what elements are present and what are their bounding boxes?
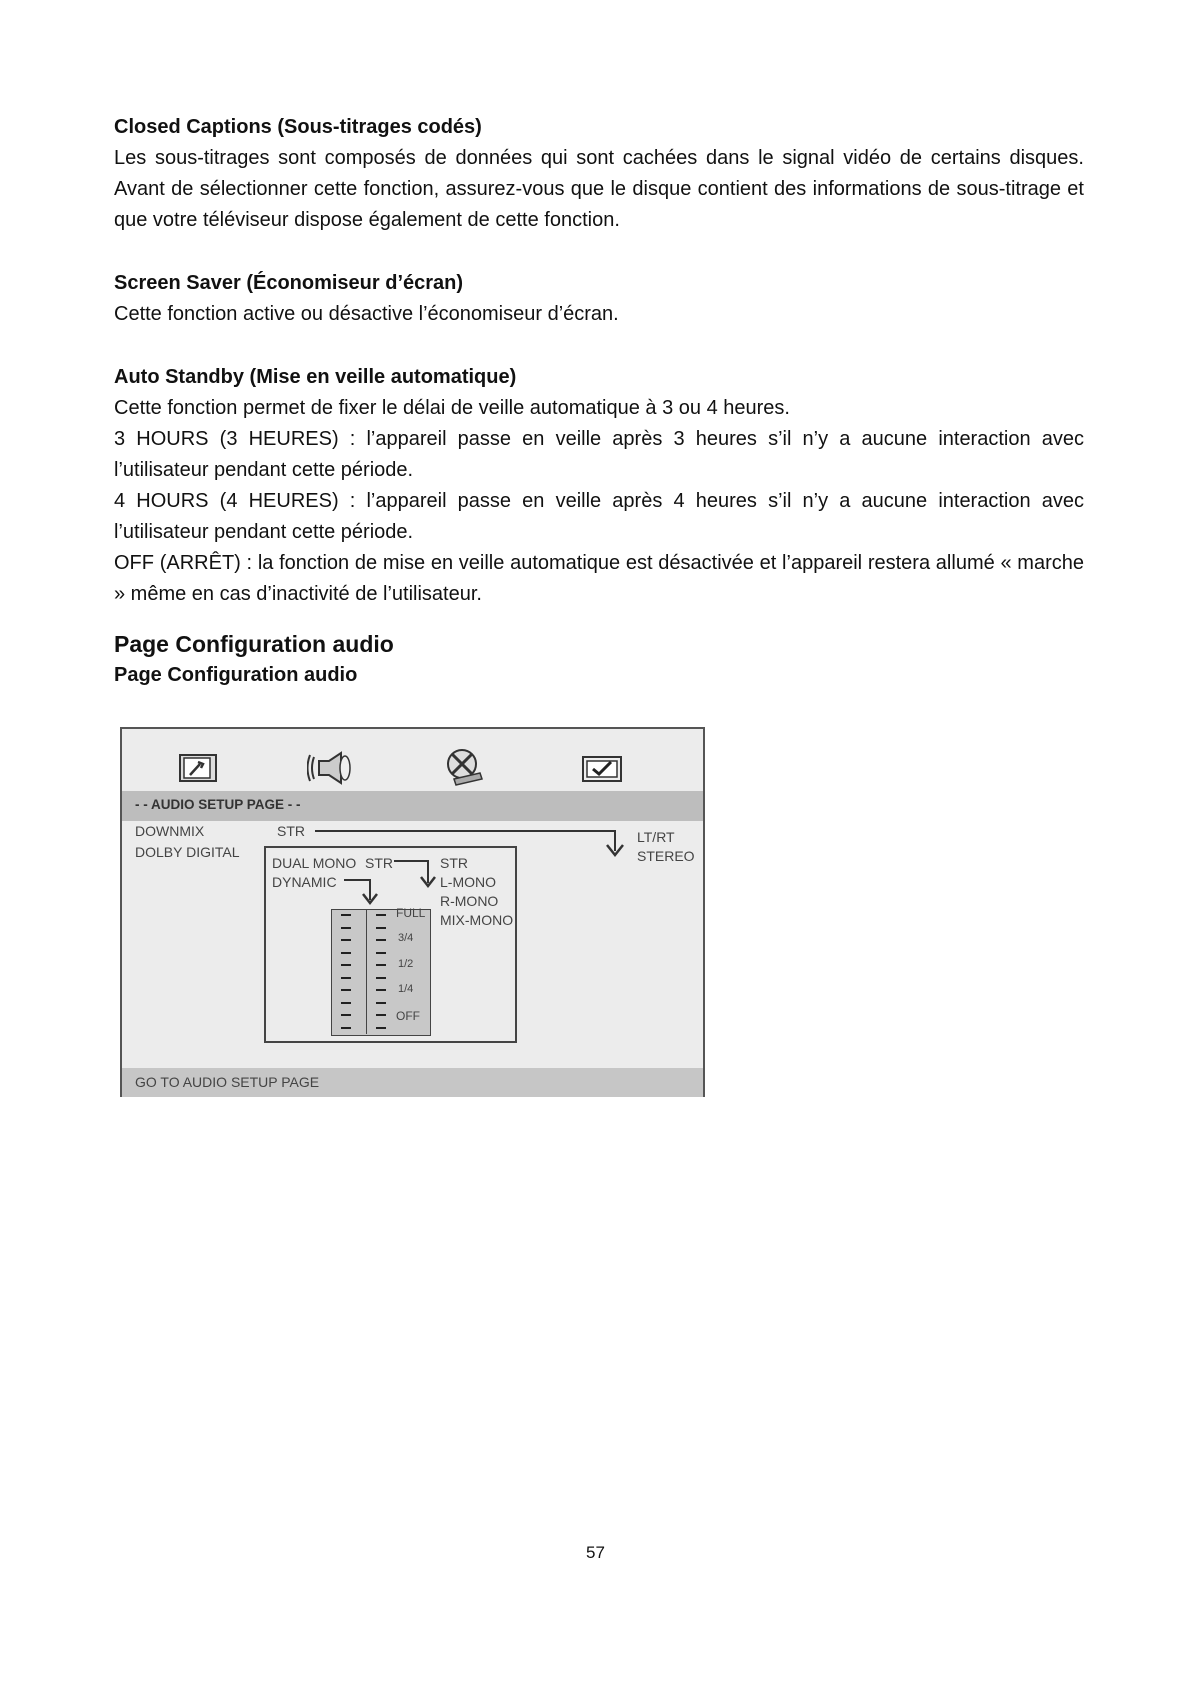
slider-tick [341,964,351,966]
slider-tick [376,964,386,966]
slider-tick [341,939,351,941]
osd-dynamic-level-1-2: 1/2 [398,958,414,970]
osd-dynamic-level-full: FULL [396,906,426,920]
section-heading-closed-captions: Closed Captions (Sous-titrages codés) [114,116,482,138]
slider-tick [376,952,386,954]
section-heading-auto-standby: Auto Standby (Mise en veille automatique) [114,366,517,388]
slider-tick [376,1014,386,1016]
paragraph-3-hours: 3 HOURS (3 HEURES) : l’appareil passe en veille après 3 heures s’il n’y a aucune interaction avec l’utilisateur pendant cette période. [114,428,1084,481]
slider-tick [341,1002,351,1004]
slider-tick [341,927,351,929]
slider-tick [376,977,386,979]
slider-tick [376,914,386,916]
page-number: 57 [586,1543,605,1562]
osd-dual-mono-option-mix-mono: MIX-MONO [440,912,514,928]
osd-dual-mono-option-l-mono: L-MONO [440,874,496,890]
paragraph-auto-standby-intro: Cette fonction permet de fixer le délai de veille automatique à 3 ou 4 heures. [114,397,790,419]
paragraph-off: OFF (ARRÊT) : la fonction de mise en veille automatique est désactivée et l’appareil restera allumé « marche » même en cas d’inactivité de l’utilisateur. [114,552,1084,605]
audio-section-subtitle: Page Configuration audio [114,664,358,686]
slider-tick [376,1002,386,1004]
osd-dynamic-level-3-4: 3/4 [398,932,414,944]
osd-header-title: - - AUDIO SETUP PAGE - - [135,797,301,812]
osd-dynamic-label[interactable]: DYNAMIC [272,874,337,890]
osd-downmix-value: STR [277,823,305,839]
document-body [114,112,1084,691]
system-setup-icon [174,747,224,787]
slider-tick [341,989,351,991]
audio-section-title: Page Configuration audio [114,631,394,657]
slider-tick [341,914,351,916]
osd-downmix-option-ltrt: LT/RT [637,829,675,845]
paragraph-screen-saver: Cette fonction active ou désactive l’économiseur d’écran. [114,303,619,325]
paragraph-closed-captions: Les sous-titrages sont composés de données qui sont cachées dans le signal vidéo de certains disques. Avant de sélectionner cette fonction, assurez-vous que le disque contient des informations de sous-titrage et que votre téléviseur dispose également de cette fonction. [114,147,1084,231]
osd-dual-mono-option-str: STR [440,855,468,871]
audio-setup-icon [307,747,357,787]
osd-downmix-option-stereo: STEREO [637,848,695,864]
slider-tick [341,952,351,954]
osd-footer-text: GO TO AUDIO SETUP PAGE [135,1074,320,1090]
osd-dynamic-level-off: OFF [396,1009,420,1023]
section-heading-screen-saver: Screen Saver (Économiseur d’écran) [114,272,464,294]
osd-dual-mono-label[interactable]: DUAL MONO [272,855,357,871]
slider-tick [341,977,351,979]
dual-mono-arrow [392,857,442,893]
slider-tick [376,939,386,941]
slider-tick [341,1027,351,1029]
osd-dual-mono-value: STR [365,855,393,871]
slider-tick [376,1027,386,1029]
audio-setup-osd-screenshot [120,727,705,1097]
slider-tick [341,1014,351,1016]
slider-tick [376,989,386,991]
dynamic-arrow [344,876,384,912]
video-setup-icon [440,747,490,787]
osd-dynamic-level-1-4: 1/4 [398,983,414,995]
osd-dual-mono-option-r-mono: R-MONO [440,893,499,909]
osd-item-downmix[interactable]: DOWNMIX [135,823,205,839]
paragraph-4-hours: 4 HOURS (4 HEURES) : l’appareil passe en veille après 4 heures s’il n’y a aucune interaction avec l’utilisateur pendant cette période. [114,490,1084,543]
slider-tick [376,927,386,929]
preference-setup-icon [577,747,627,787]
osd-item-dolby-digital[interactable]: DOLBY DIGITAL [135,844,240,860]
